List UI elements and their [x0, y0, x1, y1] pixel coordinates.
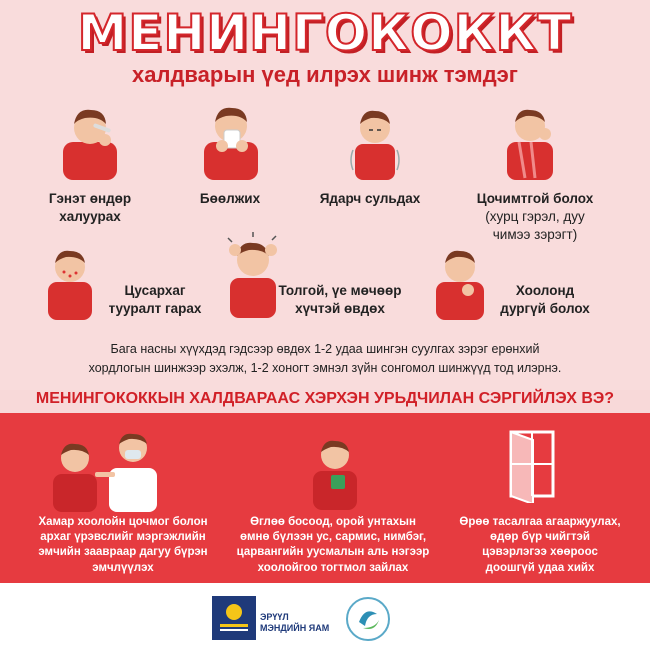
- prevention-gargle-text: Өглөө босоод, орой унтахын өмнө бүлээн ус, сармис, нимбэг, царвангийн уусмалын аль нэгээр хоолойгоо тогтмол зайлах: [236, 516, 430, 574]
- symptom-no-appetite-label: Хоолонд дургүй болох: [500, 283, 590, 317]
- health-center-logo: [345, 596, 391, 642]
- window-ventilation-illustration: [505, 428, 565, 503]
- symptom-fever-label: Гэнэт өндөр халуурах: [48, 191, 132, 225]
- symptom-vomiting-label: Бөөлжих: [199, 191, 261, 206]
- prevention-treatment-text: Хамар хоолойн цочмог болон архаг үрэвслийг мэргэжлийн эмчийн заавраар дагуу бүрэн эмчлүүлэх: [38, 516, 208, 574]
- page-title: МЕНИНГОКОККТ: [77, 4, 573, 62]
- symptom-headache-label: Толгой, үе мөчөөр хүчтэй өвдөх: [278, 283, 402, 317]
- irritable-person-illustration: [495, 98, 565, 180]
- ministry-name: ЭРҮҮЛ МЭНДИЙН ЯАМ: [260, 612, 330, 634]
- vomiting-person-illustration: [196, 100, 266, 180]
- fatigue-person-illustration: [345, 100, 405, 180]
- symptom-rash-label: Цусархаг тууралт гарах: [108, 283, 202, 317]
- prevention-ventilation-text: Өрөө тасалгаа агааржуулах, өдөр бүр чийгтэй цэвэрлэгээ хөөроос доошгүй удаа хийх: [459, 516, 621, 574]
- page-subtitle: халдварын үед илрэх шинж тэмдэг: [132, 62, 518, 87]
- rash-person-illustration: [40, 240, 100, 320]
- info-paragraph: Бага насны хүүхдэд гэдсээр өвдөх 1-2 удаа шингэн суулгах зэрэг ерөнхий хордлогын шинжээр эхэлж, 1-2 хоногт эмнэл зүйн сонгомол шинжүүд тод илэрнэ.: [88, 342, 562, 375]
- prevention-heading: МЕНИНГОКОККЫН ХАЛДВАРААС ХЭРХЭН УРЬДЧИЛАН СЭРГИЙЛЭХ ВЭ?: [35, 390, 615, 407]
- no-appetite-person-illustration: [428, 240, 492, 320]
- symptom-irritable-label: Цочимтгой болох (хурц гэрэл, дуу чимээ зэрэгт): [476, 191, 594, 243]
- gargle-person-illustration: [305, 425, 365, 510]
- doctor-patient-illustration: [45, 422, 165, 512]
- ministry-logo: [212, 596, 256, 640]
- fever-person-illustration: [55, 100, 125, 180]
- symptom-fatigue-label: Ядарч сульдах: [319, 191, 421, 206]
